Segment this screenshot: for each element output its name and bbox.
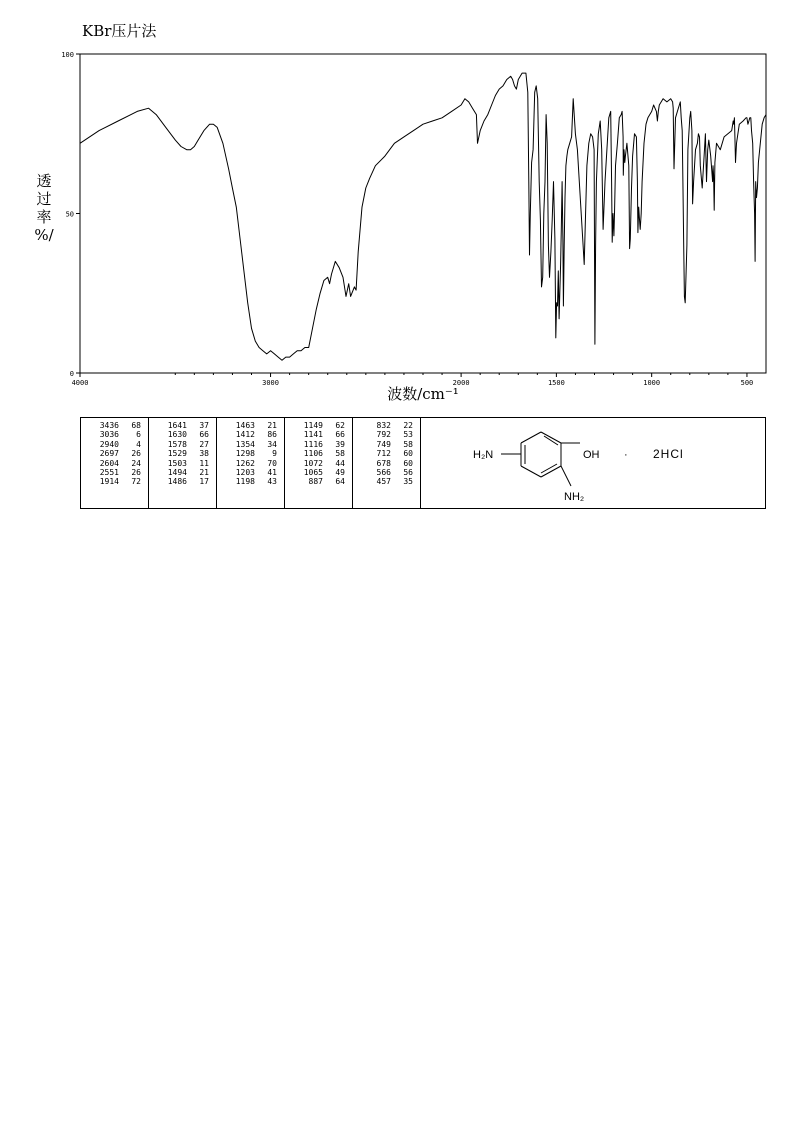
peak-row xyxy=(353,421,420,430)
peak-transmittance: 4 xyxy=(136,439,141,449)
x-tick-label: 4000 xyxy=(71,379,89,387)
peak-wavenumber: 2697 xyxy=(99,449,119,459)
peak-wavenumber: 2551 xyxy=(99,467,119,477)
peak-transmittance: 24 xyxy=(131,458,141,468)
peak-row xyxy=(353,440,420,449)
peak-row xyxy=(149,459,216,468)
peak-transmittance: 44 xyxy=(335,458,345,468)
molecule-structure xyxy=(421,418,761,508)
peak-transmittance: 35 xyxy=(403,477,413,487)
peak-row xyxy=(285,459,352,468)
peak-transmittance: 34 xyxy=(267,439,277,449)
peak-wavenumber: 712 xyxy=(376,449,391,459)
peak-transmittance: 58 xyxy=(403,439,413,449)
peak-wavenumber: 566 xyxy=(376,467,391,477)
amino-label-bottom: NH₂ xyxy=(564,491,585,503)
peak-row xyxy=(81,459,148,468)
x-tick-label: 1000 xyxy=(643,379,661,387)
peak-transmittance: 68 xyxy=(131,421,141,430)
peak-transmittance: 17 xyxy=(199,477,209,487)
peak-row xyxy=(353,430,420,439)
peak-column xyxy=(81,418,149,508)
peak-wavenumber: 3436 xyxy=(99,421,119,430)
peak-wavenumber: 1630 xyxy=(167,430,187,440)
peak-column xyxy=(285,418,353,508)
peak-transmittance: 62 xyxy=(335,421,345,430)
y-label-char: 透 xyxy=(36,172,52,190)
peak-wavenumber: 887 xyxy=(308,477,323,487)
peak-wavenumber: 1412 xyxy=(235,430,255,440)
peak-wavenumber: 3036 xyxy=(99,430,119,440)
y-label-char: 过 xyxy=(36,190,52,208)
peak-row xyxy=(217,468,284,477)
x-tick-label: 500 xyxy=(740,379,754,387)
peak-transmittance: 60 xyxy=(403,458,413,468)
peak-row xyxy=(149,430,216,439)
peak-transmittance: 70 xyxy=(267,458,277,468)
peak-transmittance: 11 xyxy=(199,458,209,468)
amino-label-left: H₂N xyxy=(473,449,494,461)
peak-row xyxy=(81,449,148,458)
structure-panel xyxy=(421,418,765,508)
y-label-char: 率 xyxy=(36,208,52,226)
peak-wavenumber: 1298 xyxy=(235,449,255,459)
peak-row xyxy=(285,440,352,449)
peak-wavenumber: 457 xyxy=(376,477,391,487)
peak-wavenumber: 1354 xyxy=(235,439,255,449)
y-tick-label: 0 xyxy=(69,370,74,378)
peak-transmittance: 86 xyxy=(267,430,277,440)
peak-wavenumber: 1578 xyxy=(167,439,187,449)
peak-transmittance: 26 xyxy=(131,467,141,477)
peak-wavenumber: 2604 xyxy=(99,458,119,468)
peak-wavenumber: 1494 xyxy=(167,467,187,477)
peak-row xyxy=(81,440,148,449)
peak-wavenumber: 1106 xyxy=(303,449,323,459)
peak-row xyxy=(217,459,284,468)
peak-transmittance: 72 xyxy=(131,477,141,487)
peak-wavenumber: 1262 xyxy=(235,458,255,468)
peak-transmittance: 53 xyxy=(403,430,413,440)
peak-row xyxy=(81,468,148,477)
peak-transmittance: 39 xyxy=(335,439,345,449)
peak-transmittance: 41 xyxy=(267,467,277,477)
peak-wavenumber: 2940 xyxy=(99,439,119,449)
peak-wavenumber: 1529 xyxy=(167,449,187,459)
method-label: KBr压片法 xyxy=(82,22,157,40)
peak-row xyxy=(149,468,216,477)
peak-wavenumber: 1203 xyxy=(235,467,255,477)
peak-wavenumber: 832 xyxy=(376,421,391,430)
peak-wavenumber: 1503 xyxy=(167,458,187,468)
peak-column xyxy=(217,418,285,508)
peak-row xyxy=(285,477,352,486)
peak-table xyxy=(80,417,766,509)
peak-transmittance: 21 xyxy=(267,421,277,430)
peak-row xyxy=(285,421,352,430)
peak-transmittance: 66 xyxy=(335,430,345,440)
peak-transmittance: 22 xyxy=(403,421,413,430)
peak-row xyxy=(149,449,216,458)
peak-transmittance: 26 xyxy=(131,449,141,459)
peak-row xyxy=(217,421,284,430)
hydroxyl-label: OH xyxy=(583,449,600,461)
peak-row xyxy=(217,449,284,458)
y-tick-label: 100 xyxy=(61,51,74,59)
plot-frame xyxy=(80,54,766,373)
peak-transmittance: 6 xyxy=(136,430,141,440)
peak-row xyxy=(149,421,216,430)
peak-row xyxy=(353,459,420,468)
peak-row xyxy=(81,421,148,430)
peak-wavenumber: 1141 xyxy=(303,430,323,440)
peak-wavenumber: 1463 xyxy=(235,421,255,430)
spectrum-line xyxy=(80,73,766,360)
peak-wavenumber: 1198 xyxy=(235,477,255,487)
peak-wavenumber: 1486 xyxy=(167,477,187,487)
peak-transmittance: 43 xyxy=(267,477,277,487)
peak-row xyxy=(285,468,352,477)
peak-transmittance: 27 xyxy=(199,439,209,449)
peak-row xyxy=(149,477,216,486)
peak-transmittance: 64 xyxy=(335,477,345,487)
peak-row xyxy=(81,430,148,439)
peak-columns xyxy=(81,418,421,508)
peak-wavenumber: 678 xyxy=(376,458,391,468)
peak-wavenumber: 1072 xyxy=(303,458,323,468)
peak-transmittance: 37 xyxy=(199,421,209,430)
peak-transmittance: 21 xyxy=(199,467,209,477)
x-tick-label: 1500 xyxy=(547,379,565,387)
peak-wavenumber: 1149 xyxy=(303,421,323,430)
peak-row xyxy=(217,440,284,449)
peak-wavenumber: 1914 xyxy=(99,477,119,487)
peak-column xyxy=(149,418,217,508)
x-axis-label: 波数/cm⁻¹ xyxy=(387,385,459,403)
peak-row xyxy=(217,477,284,486)
peak-transmittance: 56 xyxy=(403,467,413,477)
x-tick-label: 2000 xyxy=(452,379,470,387)
peak-wavenumber: 792 xyxy=(376,430,391,440)
peak-row xyxy=(353,449,420,458)
peak-transmittance: 49 xyxy=(335,467,345,477)
peak-row xyxy=(353,477,420,486)
peak-row xyxy=(217,430,284,439)
peak-transmittance: 38 xyxy=(199,449,209,459)
ir-spectrum-chart xyxy=(0,0,794,410)
salt-label: 2HCl xyxy=(653,447,684,461)
peak-wavenumber: 1065 xyxy=(303,467,323,477)
peak-row xyxy=(81,477,148,486)
peak-wavenumber: 1116 xyxy=(303,439,323,449)
x-tick-label: 3000 xyxy=(262,379,279,387)
peak-column xyxy=(353,418,421,508)
y-tick-label: 50 xyxy=(65,210,74,219)
peak-transmittance: 60 xyxy=(403,449,413,459)
peak-row xyxy=(285,430,352,439)
peak-transmittance: 9 xyxy=(272,449,277,459)
peak-row xyxy=(353,468,420,477)
peak-row xyxy=(149,440,216,449)
peak-transmittance: 58 xyxy=(335,449,345,459)
peak-row xyxy=(285,449,352,458)
peak-wavenumber: 1641 xyxy=(167,421,187,430)
peak-wavenumber: 749 xyxy=(376,439,391,449)
y-label-char: %/ xyxy=(34,226,54,244)
peak-transmittance: 66 xyxy=(199,430,209,440)
salt-dot: · xyxy=(624,449,628,461)
